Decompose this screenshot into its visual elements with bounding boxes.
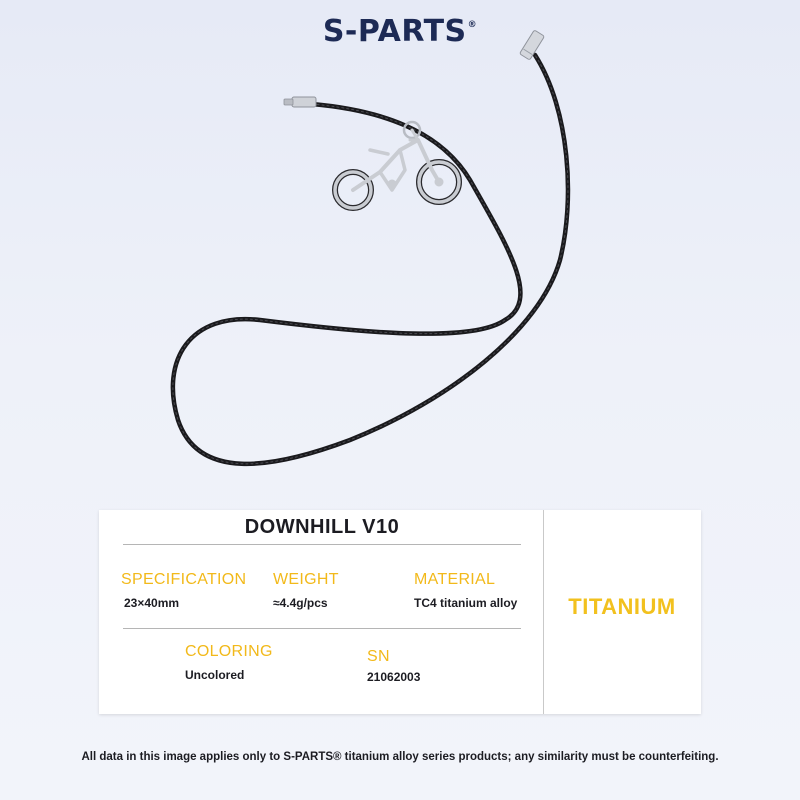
bike-pendant-icon	[335, 130, 459, 208]
spec-divider-middle	[123, 628, 521, 629]
spec-label-weight: WEIGHT	[273, 571, 339, 588]
spec-label-sn: SN	[367, 648, 390, 665]
spec-value-weight: ≈4.4g/pcs	[273, 596, 328, 610]
spec-label-specification: SPECIFICATION	[121, 571, 247, 588]
spec-card	[99, 510, 701, 714]
registered-mark: ®	[467, 20, 478, 30]
brand-name: S-PARTS	[322, 14, 467, 49]
spec-value-sn: 21062003	[367, 670, 421, 684]
disclaimer: All data in this image applies only to S-PARTS® titanium alloy series products; any similarity must be counterfeiting.	[81, 751, 719, 763]
clasp-left	[284, 97, 316, 107]
spec-value-coloring: Uncolored	[185, 668, 245, 682]
spec-value-specification: 23×40mm	[124, 596, 180, 610]
spec-divider-top	[123, 544, 521, 545]
spec-value-material: TC4 titanium alloy	[414, 596, 518, 610]
spec-label-coloring: COLORING	[185, 643, 273, 660]
product-name: DOWNHILL V10	[244, 516, 400, 538]
material-badge: TITANIUM	[568, 594, 676, 619]
spec-label-material: MATERIAL	[414, 571, 496, 588]
cord	[173, 55, 568, 464]
clasp-right	[519, 30, 544, 60]
